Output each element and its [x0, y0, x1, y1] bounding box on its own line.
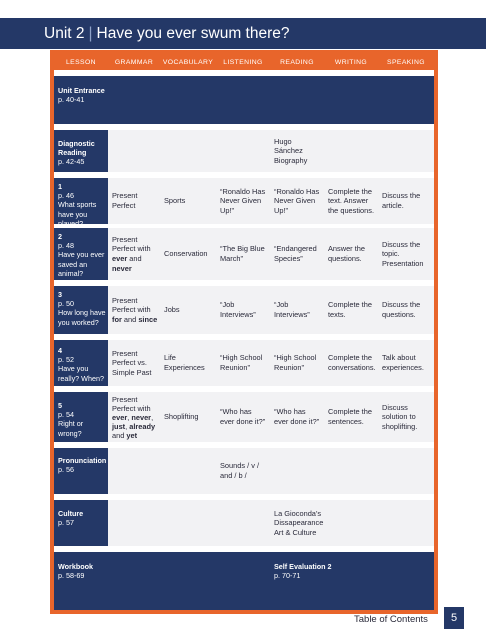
lesson-5-vocabulary: Shoplifting	[164, 412, 199, 422]
header-speaking: SPEAKING	[387, 59, 425, 66]
pronunciation-pages: p. 56	[58, 465, 74, 475]
lesson-2-label	[54, 228, 108, 280]
lesson-1-writing: Complete the text. Answer the questions.	[328, 186, 375, 215]
lesson-3-label	[54, 286, 108, 334]
lesson-4-listening: “High School Reunion”	[220, 353, 263, 372]
self-evaluation	[270, 552, 380, 580]
lesson-4-question: Have you really? When?	[58, 364, 104, 383]
row-pronunciation	[54, 448, 434, 494]
lesson-3-vocabulary: Jobs	[164, 305, 180, 315]
pronunciation-title: Pronunciation	[58, 456, 107, 465]
workbook-pages: p. 58-69	[58, 571, 85, 581]
lesson-2-number: 2	[58, 232, 62, 241]
frame-right	[434, 50, 438, 614]
lesson-2-grammar	[108, 228, 160, 280]
lesson-5-pages: p. 54	[58, 410, 74, 420]
lesson-3-grammar-for: for	[112, 314, 122, 324]
column-headers	[54, 56, 434, 70]
unit-number: Unit 2	[44, 25, 85, 42]
row-lesson-3	[54, 286, 434, 334]
lesson-2-pages: p. 48	[58, 241, 74, 251]
lesson-5-speaking: Discuss solution to shoplifting.	[382, 402, 418, 431]
row-unit-entrance	[54, 76, 434, 124]
row-lesson-2	[54, 228, 434, 280]
unit-entrance-label	[54, 76, 108, 124]
workbook-label	[54, 552, 154, 610]
pronunciation-listening: Sounds / v / and / b /	[220, 461, 260, 480]
lesson-4-writing: Complete the conversations.	[328, 353, 376, 372]
lesson-3-writing: Complete the texts.	[328, 300, 372, 319]
culture-label	[54, 500, 108, 546]
footer-label: Table of Contents	[354, 614, 428, 625]
row-lesson-5	[54, 392, 434, 442]
lesson-4-speaking: Talk about experiences.	[382, 353, 424, 372]
lesson-5-grammar-never: never	[131, 412, 152, 422]
lesson-3-grammar	[108, 286, 160, 334]
lesson-3-reading: “Job Interviews”	[274, 300, 310, 319]
row-lesson-1	[54, 178, 434, 228]
lesson-4-grammar: Present Perfect vs. Simple Past	[112, 348, 152, 377]
lesson-5-question: Right or wrong?	[58, 419, 84, 438]
lesson-4-vocabulary: Life Experiences	[164, 353, 205, 372]
lesson-5-grammar-ever: ever	[112, 412, 128, 422]
row-culture	[54, 500, 434, 546]
lesson-5-grammar-comma2: ,	[151, 412, 154, 422]
lesson-3-grammar-text: Present Perfect with	[112, 295, 151, 315]
lesson-5-reading: “Who has ever done it?”	[274, 407, 320, 426]
unit-name: Have you ever swum there?	[96, 25, 290, 42]
lesson-5-grammar-comma1: ,	[127, 412, 132, 422]
lesson-2-question: Have you ever saved an animal?	[58, 250, 105, 278]
lesson-5-grammar-just: just	[112, 421, 126, 431]
lesson-1-number: 1	[58, 182, 62, 191]
lesson-5-writing: Complete the sentences.	[328, 407, 372, 426]
lesson-5-number: 5	[58, 401, 62, 410]
unit-title	[44, 25, 290, 43]
lesson-3-grammar-since: since	[138, 314, 158, 324]
lesson-1-grammar: Present Perfect	[112, 191, 138, 210]
diagnostic-pages: p. 42-45	[58, 157, 85, 167]
header-reading: READING	[280, 59, 314, 66]
self-evaluation-pages: p. 70-71	[274, 571, 301, 581]
unit-entrance-pages: p. 40-41	[58, 95, 85, 105]
lesson-4-label	[54, 340, 108, 386]
lesson-1-label	[54, 178, 108, 228]
title-separator: |	[88, 25, 93, 42]
lesson-5-listening: “Who has ever done it?”	[220, 407, 266, 426]
lesson-3-speaking: Discuss the questions.	[382, 300, 421, 319]
header-grammar: GRAMMAR	[114, 59, 154, 66]
diagnostic-reading: Hugo Sánchez Biography	[274, 136, 308, 165]
pronunciation-label	[54, 448, 108, 494]
workbook-title: Workbook	[58, 562, 94, 571]
lesson-2-grammar-ever: ever	[112, 254, 128, 263]
culture-title: Culture	[58, 509, 84, 518]
culture-pages: p. 57	[58, 518, 74, 528]
diagnostic-label	[54, 130, 108, 172]
lesson-5-grammar	[108, 392, 160, 442]
lesson-2-grammar-never: never	[112, 263, 132, 273]
lesson-2-writing: Answer the questions.	[328, 244, 365, 263]
lesson-5-grammar-yet: yet	[126, 430, 138, 440]
lesson-1-question: What sports have you played?	[58, 200, 97, 228]
lesson-5-label	[54, 392, 108, 442]
lesson-4-reading: “High School Reunion”	[274, 353, 317, 372]
unit-entrance-title: Unit Entrance	[58, 86, 105, 95]
lesson-4-pages: p. 52	[58, 355, 74, 365]
lesson-1-speaking: Discuss the article.	[382, 191, 421, 210]
lesson-3-grammar-and: and	[121, 314, 139, 324]
lesson-1-vocabulary: Sports	[164, 196, 186, 206]
self-evaluation-title: Self Evaluation 2	[274, 562, 332, 571]
lesson-3-pages: p. 50	[58, 299, 74, 309]
diagnostic-title: Diagnostic	[58, 139, 95, 148]
lesson-1-reading: “Ronaldo Has Never Given Up!”	[274, 186, 320, 215]
lesson-2-vocabulary: Conservation	[164, 249, 208, 259]
lesson-3-listening: “Job Interviews”	[220, 300, 256, 319]
lesson-2-grammar-text: Present Perfect with	[112, 234, 151, 254]
lesson-2-speaking: Discuss the topic. Presentation	[382, 239, 424, 268]
row-diagnostic	[54, 130, 434, 172]
row-workbook	[54, 552, 434, 610]
header-lesson: LESSON	[66, 59, 96, 66]
lesson-1-listening: “Ronaldo Has Never Given Up!”	[220, 186, 266, 215]
lesson-5-grammar-comma3: ,	[125, 421, 130, 431]
lesson-5-grammar-already: already	[129, 421, 156, 431]
lesson-3-number: 3	[58, 290, 62, 299]
lesson-4-number: 4	[58, 346, 62, 355]
lesson-3-question: How long have you worked?	[58, 308, 106, 327]
culture-reading: La Gioconda’s Dissapearance Art & Culture	[274, 508, 324, 537]
lesson-2-reading: “Endangered Species”	[274, 244, 317, 263]
row-lesson-4	[54, 340, 434, 386]
lesson-1-pages: p. 46	[58, 191, 74, 201]
lesson-2-grammar-and: and	[127, 254, 142, 263]
header-writing: WRITING	[334, 59, 368, 66]
header-listening: LISTENING	[223, 59, 263, 66]
header-vocabulary: VOCABULARY	[162, 59, 214, 66]
lesson-5-grammar-text: Present Perfect with	[112, 394, 151, 413]
page-number: 5	[444, 607, 464, 629]
diagnostic-title2: Reading	[58, 148, 87, 158]
lesson-5-grammar-and: and	[112, 430, 127, 440]
lesson-2-listening: “The Big Blue March”	[220, 244, 265, 263]
